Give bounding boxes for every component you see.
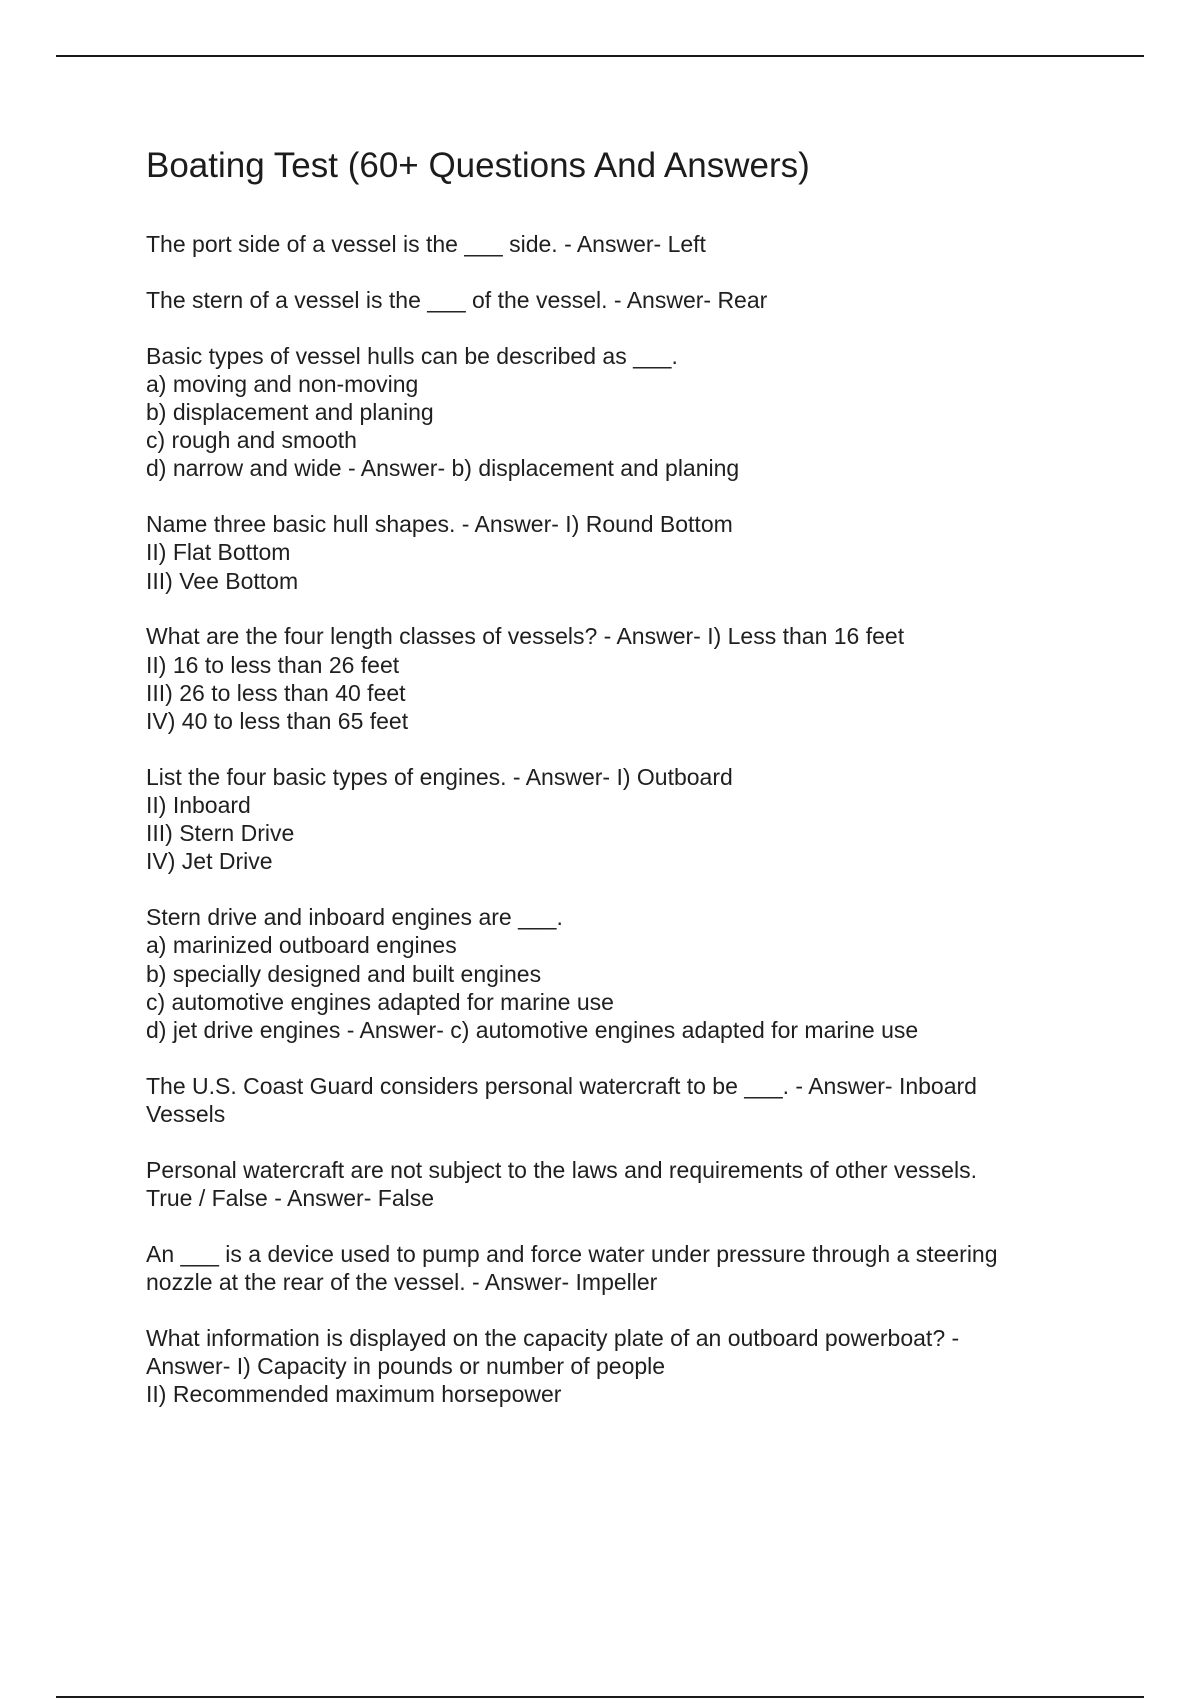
- qa-line: a) marinized outboard engines: [146, 932, 457, 959]
- qa-line: nozzle at the rear of the vessel. - Answer- Impeller: [146, 1269, 658, 1296]
- qa-item: [146, 230, 1066, 258]
- qa-line: IV) Jet Drive: [146, 848, 273, 875]
- qa-line: III) 26 to less than 40 feet: [146, 679, 406, 706]
- bottom-rule: [56, 1696, 1144, 1698]
- qa-line: III) Vee Bottom: [146, 567, 299, 594]
- qa-line: List the four basic types of engines. - Answer- I) Outboard: [146, 763, 733, 790]
- qa-line: d) jet drive engines - Answer- c) automotive engines adapted for marine use: [146, 1017, 919, 1044]
- qa-line: The U.S. Coast Guard considers personal watercraft to be ___. - Answer- Inboard: [146, 1072, 977, 1099]
- document-title: Boating Test (60+ Questions And Answers): [146, 146, 810, 185]
- qa-item: [146, 286, 1066, 314]
- qa-line: II) Recommended maximum horsepower: [146, 1381, 562, 1408]
- qa-item: [146, 1324, 1066, 1409]
- qa-item: [146, 1240, 1066, 1296]
- qa-line: Name three basic hull shapes. - Answer- I) Round Bottom: [146, 511, 733, 538]
- qa-list: [146, 230, 1066, 1408]
- qa-item: [146, 1156, 1066, 1212]
- qa-line: Basic types of vessel hulls can be described as ___.: [146, 342, 678, 369]
- qa-item: [146, 342, 1066, 483]
- qa-line: c) rough and smooth: [146, 427, 357, 454]
- qa-line: II) Flat Bottom: [146, 539, 291, 566]
- qa-line: III) Stern Drive: [146, 820, 295, 847]
- qa-line: a) moving and non-moving: [146, 370, 419, 397]
- qa-item: [146, 622, 1066, 735]
- qa-line: Stern drive and inboard engines are ___.: [146, 904, 563, 931]
- qa-line: The stern of a vessel is the ___ of the vessel. - Answer- Rear: [146, 286, 768, 313]
- qa-line: IV) 40 to less than 65 feet: [146, 708, 409, 735]
- qa-line: True / False - Answer- False: [146, 1185, 435, 1212]
- qa-item: [146, 763, 1066, 876]
- qa-line: Personal watercraft are not subject to the laws and requirements of other vessels.: [146, 1156, 977, 1183]
- qa-line: b) displacement and planing: [146, 399, 434, 425]
- document-page: [146, 142, 1066, 1436]
- qa-line: What information is displayed on the capacity plate of an outboard powerboat? -: [146, 1324, 960, 1351]
- qa-line: II) 16 to less than 26 feet: [146, 651, 400, 678]
- qa-line: Answer- I) Capacity in pounds or number of people: [146, 1353, 666, 1380]
- qa-line: d) narrow and wide - Answer- b) displacement and planing: [146, 455, 740, 482]
- qa-line: II) Inboard: [146, 792, 251, 819]
- qa-item: [146, 1072, 1066, 1128]
- qa-item: [146, 510, 1066, 595]
- top-rule: [56, 55, 1144, 57]
- qa-line: The port side of a vessel is the ___ side. - Answer- Left: [146, 231, 706, 257]
- qa-line: Vessels: [146, 1101, 226, 1128]
- qa-line: An ___ is a device used to pump and force water under pressure through a steering: [146, 1240, 998, 1267]
- qa-line: b) specially designed and built engines: [146, 960, 542, 987]
- qa-item: [146, 903, 1066, 1044]
- qa-line: What are the four length classes of vessels? - Answer- I) Less than 16 feet: [146, 623, 905, 650]
- qa-line: c) automotive engines adapted for marine use: [146, 988, 614, 1015]
